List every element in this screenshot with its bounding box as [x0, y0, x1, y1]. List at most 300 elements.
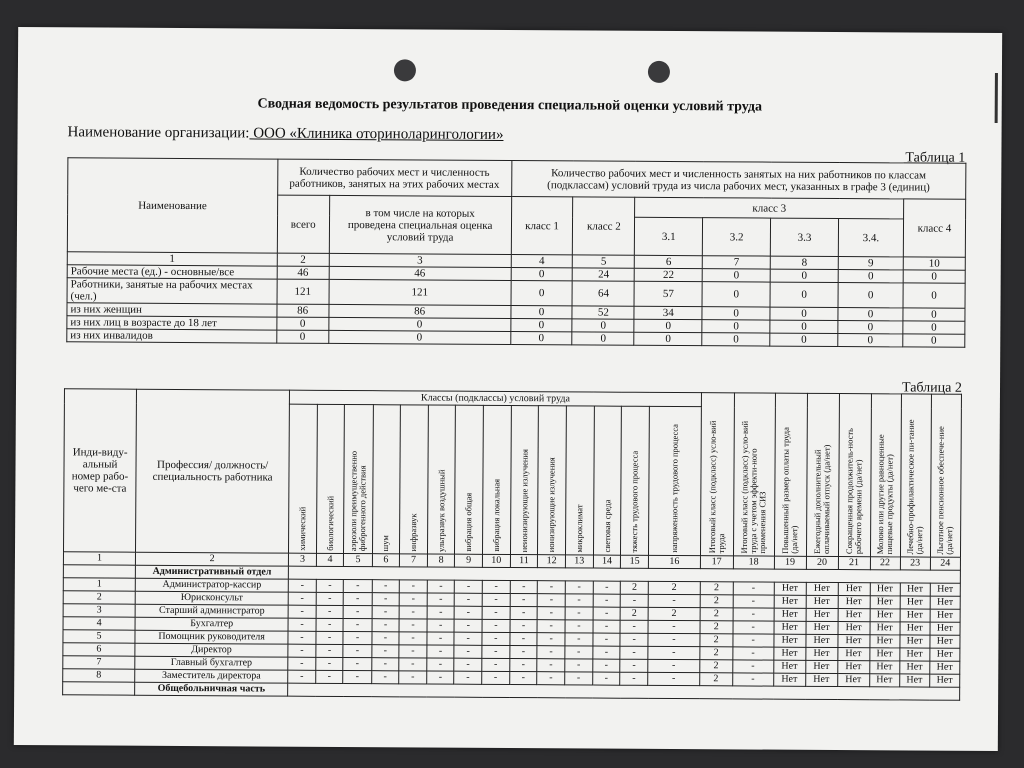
table-cell: 0 [702, 333, 770, 346]
column-number: 8 [427, 554, 455, 567]
header-class2: класс 2 [573, 197, 635, 255]
factor-header: вибрация локальная [490, 479, 502, 552]
table-cell: 0 [903, 283, 965, 308]
column-number: 18 [733, 556, 774, 569]
factor-class: - [399, 632, 427, 645]
factor-class: - [316, 579, 344, 592]
final-class-ppe: - [732, 660, 773, 673]
factor-class: - [288, 670, 316, 683]
factor-class: - [455, 606, 483, 619]
table-cell: 64 [572, 281, 634, 306]
benefit-flag: Нет [930, 596, 960, 609]
table-cell: 0 [634, 332, 702, 345]
factor-class: - [427, 645, 455, 658]
column-number: 14 [593, 555, 621, 568]
factor-class: - [288, 579, 316, 592]
column-number: 5 [344, 554, 372, 567]
benefit-flag: Нет [900, 648, 930, 661]
header-therapeutic-food: Лечебно-профилактическое пи-тание (да/нет) [905, 419, 925, 555]
factor-class: - [538, 594, 566, 607]
workplace-number: 2 [63, 591, 135, 604]
benefit-flag: Нет [930, 661, 960, 674]
factor-class: - [537, 659, 565, 672]
factor-class: - [565, 620, 593, 633]
column-number: 1 [67, 252, 277, 266]
table-cell: 52 [572, 306, 634, 319]
factor-class: - [399, 658, 427, 671]
factor-class: - [316, 605, 344, 618]
column-number: 7 [703, 256, 771, 269]
table-cell: 0 [702, 269, 770, 282]
final-class-ppe: - [733, 621, 774, 634]
table-cell: 121 [277, 279, 329, 304]
table-cell: 22 [635, 268, 703, 281]
table-cell: 86 [329, 304, 511, 318]
benefit-flag: Нет [900, 622, 930, 635]
factor-class: - [316, 657, 344, 670]
factor-class: - [482, 606, 510, 619]
final-class-ppe: - [733, 647, 774, 660]
column-number: 15 [621, 555, 649, 568]
header-final-class: Итоговый класс (подкласс) усло-вий труда [706, 420, 726, 554]
column-number: 16 [648, 555, 700, 568]
factor-class: - [372, 619, 400, 632]
factor-class: - [620, 672, 648, 685]
column-number: 9 [838, 257, 903, 270]
factor-class: - [454, 645, 482, 658]
header-extra-leave: Ежегодный дополнительный оплачиваемый отпуск (да/нет) [812, 444, 832, 554]
factor-class: - [316, 618, 344, 631]
column-number: 6 [635, 255, 703, 268]
factor-class: - [455, 593, 483, 606]
factor-class: - [427, 606, 455, 619]
factor-header: аэрозоли преимущественно фиброгенного действия [348, 450, 368, 552]
factor-class: - [648, 620, 700, 633]
benefit-flag: Нет [806, 582, 838, 595]
benefit-flag: Нет [837, 648, 869, 661]
factor-class: - [316, 592, 344, 605]
factor-class: - [565, 581, 593, 594]
column-number: 17 [700, 556, 733, 569]
benefit-flag: Нет [900, 635, 930, 648]
factor-header: инфразвук [408, 513, 419, 552]
table-cell: 0 [511, 268, 573, 281]
factor-class: - [509, 659, 537, 672]
factor-class: - [648, 594, 700, 607]
factor-class: - [482, 645, 510, 658]
factor-class: - [620, 633, 648, 646]
benefit-flag: Нет [870, 609, 900, 622]
department-row: Общебольничная часть [135, 682, 288, 696]
factor-class: - [482, 632, 510, 645]
benefit-flag: Нет [900, 596, 930, 609]
factor-header: вибрация общая [463, 492, 474, 552]
factor-class: - [593, 620, 621, 633]
factor-class: - [620, 646, 648, 659]
column-number: 4 [316, 553, 344, 566]
factor-class: - [537, 646, 565, 659]
benefit-flag: Нет [930, 648, 960, 661]
factor-class: - [593, 607, 621, 620]
factor-class: - [510, 581, 538, 594]
document-title: Сводная ведомость результатов проведения специальной оценки условий труда [257, 96, 763, 115]
factor-class: - [538, 581, 566, 594]
factor-class: - [427, 632, 455, 645]
factor-class: - [593, 581, 621, 594]
header-class3-3: 3.3 [770, 218, 838, 256]
benefit-flag: Нет [806, 634, 838, 647]
summary-table-1 [66, 157, 966, 347]
factor-header: ионизирующие излучения [546, 457, 557, 553]
factor-class: - [427, 619, 455, 632]
table-cell: 0 [838, 283, 903, 308]
benefit-flag: Нет [838, 622, 870, 635]
final-class-ppe: - [733, 608, 774, 621]
table-cell: 24 [573, 268, 635, 281]
table-cell: 46 [277, 266, 329, 279]
factor-class: - [648, 672, 700, 685]
header-total: всего [277, 195, 329, 253]
table-cell: 0 [838, 308, 903, 321]
final-class: 2 [700, 660, 733, 673]
factor-class: - [399, 619, 427, 632]
factor-class: - [593, 594, 621, 607]
workplace-number: 7 [63, 656, 135, 669]
benefit-flag: Нет [930, 583, 960, 596]
factor-class: - [344, 592, 372, 605]
benefit-flag: Нет [930, 622, 960, 635]
factor-class: 2 [648, 607, 700, 620]
factor-class: - [454, 632, 482, 645]
factor-class: - [509, 672, 537, 685]
factor-class: - [565, 607, 593, 620]
column-number: 20 [806, 556, 838, 569]
benefit-flag: Нет [870, 583, 900, 596]
benefit-flag: Нет [805, 647, 837, 660]
column-number: 21 [838, 557, 870, 570]
table-cell: 0 [572, 332, 634, 345]
factor-header: шум [380, 535, 391, 552]
factor-class: - [288, 605, 316, 618]
workplace-number: 5 [63, 630, 135, 643]
profession-name: Заместитель директора [135, 669, 288, 683]
table-cell: 0 [702, 320, 770, 333]
benefit-flag: Нет [837, 674, 869, 687]
table-cell: 0 [328, 330, 510, 344]
factor-class: - [510, 633, 538, 646]
column-number: 2 [277, 253, 329, 266]
factor-class: - [482, 580, 510, 593]
organization-line [68, 124, 504, 144]
benefit-flag: Нет [838, 635, 870, 648]
factor-class: - [427, 593, 455, 606]
table-cell: 0 [510, 306, 572, 319]
factor-class: - [565, 672, 593, 685]
benefit-flag: Нет [929, 674, 959, 687]
benefit-flag: Нет [900, 583, 930, 596]
factor-header: ультразвук воздушный [435, 469, 447, 552]
final-class-ppe: - [732, 673, 773, 686]
table-cell: 0 [572, 319, 634, 332]
factor-class: - [343, 657, 371, 670]
benefit-flag: Нет [774, 595, 806, 608]
final-class: 2 [700, 608, 733, 621]
benefit-flag: Нет [900, 609, 930, 622]
benefit-flag: Нет [869, 661, 899, 674]
factor-class: - [537, 633, 565, 646]
header-name: Наименование [67, 158, 277, 253]
factor-class: - [565, 633, 593, 646]
benefit-flag: Нет [806, 621, 838, 634]
factor-class: - [288, 657, 316, 670]
factor-class: - [372, 580, 400, 593]
benefit-flag: Нет [773, 660, 805, 673]
table-cell: 0 [277, 330, 329, 343]
table-cell: 0 [770, 269, 838, 282]
factor-class: - [648, 659, 700, 672]
factor-class: 2 [620, 607, 648, 620]
punch-hole [648, 61, 670, 83]
factor-class: - [344, 580, 372, 593]
row-label: из них женщин [67, 303, 277, 317]
factor-class: 2 [648, 581, 700, 594]
factor-class: - [621, 594, 649, 607]
factor-class: - [343, 644, 371, 657]
final-class: 2 [699, 673, 732, 686]
factor-class: - [399, 671, 427, 684]
factor-class: - [565, 646, 593, 659]
column-number: 2 [135, 552, 288, 566]
factor-class: - [343, 618, 371, 631]
department-row: Административный отдел [135, 565, 288, 579]
table-cell: 0 [702, 282, 770, 307]
factor-class: - [372, 645, 400, 658]
header-milk: Молоко или другие равноценные пищевые продукты (да/нет) [875, 434, 895, 555]
factor-class: - [648, 646, 700, 659]
header-class3-1: 3.1 [635, 217, 703, 255]
header-working-classes: Классы (подклассы) условий труда [290, 390, 702, 407]
benefit-flag: Нет [805, 660, 837, 673]
benefit-flag: Нет [870, 622, 900, 635]
header-profession: Профессия/ должность/ специальность работника [136, 389, 290, 553]
factor-class: - [343, 631, 371, 644]
column-number: 6 [372, 554, 400, 567]
factor-class: - [427, 580, 455, 593]
benefit-flag: Нет [869, 648, 899, 661]
benefit-flag: Нет [774, 621, 806, 634]
benefit-flag: Нет [773, 647, 805, 660]
table2-caption: Таблица 2 [901, 380, 962, 396]
header-assessed: в том числе на которых проведена специальная оценка условий труда [329, 195, 511, 254]
column-number: 24 [930, 557, 960, 570]
factor-class: - [482, 619, 510, 632]
factor-class: - [454, 671, 482, 684]
workplace-number: 8 [63, 669, 135, 682]
factor-class: - [455, 580, 483, 593]
workplace-number: 4 [63, 617, 135, 630]
column-number: 4 [511, 255, 573, 268]
table-cell: 0 [770, 333, 838, 346]
factor-class: - [372, 632, 400, 645]
organization-name: ООО «Клиника оториноларингологии» [249, 125, 504, 143]
column-number: 7 [400, 554, 428, 567]
workplace-number: 3 [63, 604, 135, 617]
header-workplace-id: Инди-виду-альный номер рабо-чего ме-ста [63, 389, 136, 552]
table-cell: 0 [838, 270, 903, 283]
factor-class: - [427, 671, 455, 684]
column-number: 5 [573, 255, 635, 268]
factor-header: неионизирующие излучения [518, 448, 530, 553]
factor-header: микроклимат [573, 504, 585, 553]
table-cell: 86 [277, 304, 329, 317]
results-table-2 [62, 388, 962, 700]
factor-class: - [343, 670, 371, 683]
final-class-ppe: - [733, 582, 774, 595]
row-label: Рабочие места (ед.) - основные/все [67, 265, 277, 279]
factor-class: - [371, 658, 399, 671]
factor-class: - [399, 593, 427, 606]
column-number: 12 [538, 555, 566, 568]
profession-name: Администратор-кассир [135, 578, 288, 592]
benefit-flag: Нет [774, 634, 806, 647]
factor-class: - [288, 631, 316, 644]
table-cell: 0 [770, 320, 838, 333]
table-cell: 0 [329, 317, 511, 331]
table-cell: 0 [510, 332, 572, 345]
factor-class: - [288, 592, 316, 605]
table-cell: 0 [702, 307, 770, 320]
factor-class: - [593, 633, 621, 646]
row-label: из них инвалидов [67, 329, 277, 343]
factor-class: - [427, 658, 455, 671]
header-classes: Количество рабочих мест и численность занятых на них работников по классам (подклассам) условий труда из числа рабочих мест, указанных в графе 3 (единиц) [511, 161, 966, 200]
factor-class: - [620, 659, 648, 672]
factor-class: 2 [621, 581, 649, 594]
benefit-flag: Нет [930, 609, 960, 622]
factor-class: - [482, 658, 510, 671]
header-class3: класс 3 [635, 197, 904, 219]
header-class3-4: 3.4. [838, 219, 903, 257]
final-class: 2 [700, 647, 733, 660]
column-number: 23 [900, 557, 930, 570]
factor-header: химический [297, 506, 308, 551]
table-cell: 0 [903, 308, 965, 321]
profession-name: Помощник руководителя [135, 630, 288, 644]
column-number: 13 [565, 555, 593, 568]
table-cell: 46 [329, 266, 511, 280]
benefit-flag: Нет [870, 596, 900, 609]
factor-header: биологический [324, 496, 335, 551]
table-cell: 0 [838, 334, 903, 347]
table-cell: 57 [634, 281, 702, 306]
factor-class: - [400, 580, 428, 593]
factor-class: - [372, 606, 400, 619]
factor-header: напряженность трудового процесса [668, 424, 680, 554]
table-cell: 0 [903, 270, 965, 283]
factor-class: - [537, 672, 565, 685]
column-number: 11 [510, 555, 538, 568]
table-cell: 0 [277, 317, 329, 330]
header-final-class-ppe: Итоговый класс (подкласс) усло-вий труда с учетом эффекти-ного применения СИЗ [739, 420, 768, 554]
column-number: 19 [774, 556, 806, 569]
benefit-flag: Нет [838, 583, 870, 596]
benefit-flag: Нет [930, 635, 960, 648]
factor-header: световая среда [601, 499, 612, 553]
header-count: Количество рабочих мест и численность работников, занятых на этих рабочих местах [277, 159, 511, 196]
profession-name: Директор [135, 643, 288, 657]
factor-class: - [372, 593, 400, 606]
factor-class: - [482, 593, 510, 606]
benefit-flag: Нет [774, 582, 806, 595]
row-label: Работники, занятые на рабочих местах (чел.) [67, 278, 277, 304]
factor-class: - [288, 644, 316, 657]
profession-name: Юрисконсульт [135, 591, 288, 605]
column-number: 9 [455, 554, 483, 567]
header-class1: класс 1 [511, 197, 573, 255]
factor-class: - [316, 631, 344, 644]
document-page [14, 27, 1002, 751]
benefit-flag: Нет [806, 608, 838, 621]
header-class4: класс 4 [903, 199, 965, 257]
factor-class: - [482, 671, 510, 684]
factor-class: - [316, 670, 344, 683]
table-cell: 0 [770, 282, 838, 307]
factor-class: - [620, 620, 648, 633]
factor-class: - [565, 594, 593, 607]
workplace-number: 6 [63, 643, 135, 656]
factor-class: - [537, 620, 565, 633]
header-pension: Льготное пенсионное обеспече-ние (да/нет) [935, 426, 955, 555]
table-cell: 0 [511, 281, 573, 306]
header-class3-2: 3.2 [703, 218, 771, 256]
row-label: из них лиц в возрасте до 18 лет [67, 316, 277, 330]
table-cell: 0 [510, 319, 572, 332]
final-class: 2 [700, 634, 733, 647]
factor-class: - [565, 659, 593, 672]
profession-name: Старший администратор [135, 604, 288, 618]
profession-name: Главный бухгалтер [135, 656, 288, 670]
factor-class: - [537, 607, 565, 620]
table-cell: 0 [770, 307, 838, 320]
factor-class: - [510, 646, 538, 659]
final-class-ppe: - [733, 595, 774, 608]
benefit-flag: Нет [838, 609, 870, 622]
table-cell: 121 [329, 279, 511, 305]
final-class-ppe: - [733, 634, 774, 647]
header-shorter-hours: Сокращенная продолжитель-ность рабочего времени (да/нет) [844, 428, 864, 555]
column-number: 3 [329, 253, 511, 267]
factor-class: - [399, 606, 427, 619]
benefit-flag: Нет [805, 673, 837, 686]
factor-class: - [593, 646, 621, 659]
factor-class: - [344, 605, 372, 618]
organization-label: Наименование организации: [67, 124, 250, 142]
column-number: 22 [870, 557, 900, 570]
punch-hole [394, 59, 416, 81]
factor-class: - [510, 620, 538, 633]
benefit-flag: Нет [838, 596, 870, 609]
table-cell: 0 [903, 334, 965, 347]
column-number: 10 [482, 554, 510, 567]
benefit-flag: Нет [806, 595, 838, 608]
benefit-flag: Нет [869, 635, 899, 648]
table-cell: 34 [634, 306, 702, 319]
factor-header: тяжесть трудового процесса [629, 450, 640, 553]
header-increased-pay: Повышенный размер оплаты труда (да/нет) [780, 427, 800, 554]
factor-class: - [510, 607, 538, 620]
benefit-flag: Нет [837, 661, 869, 674]
factor-class: - [316, 644, 344, 657]
